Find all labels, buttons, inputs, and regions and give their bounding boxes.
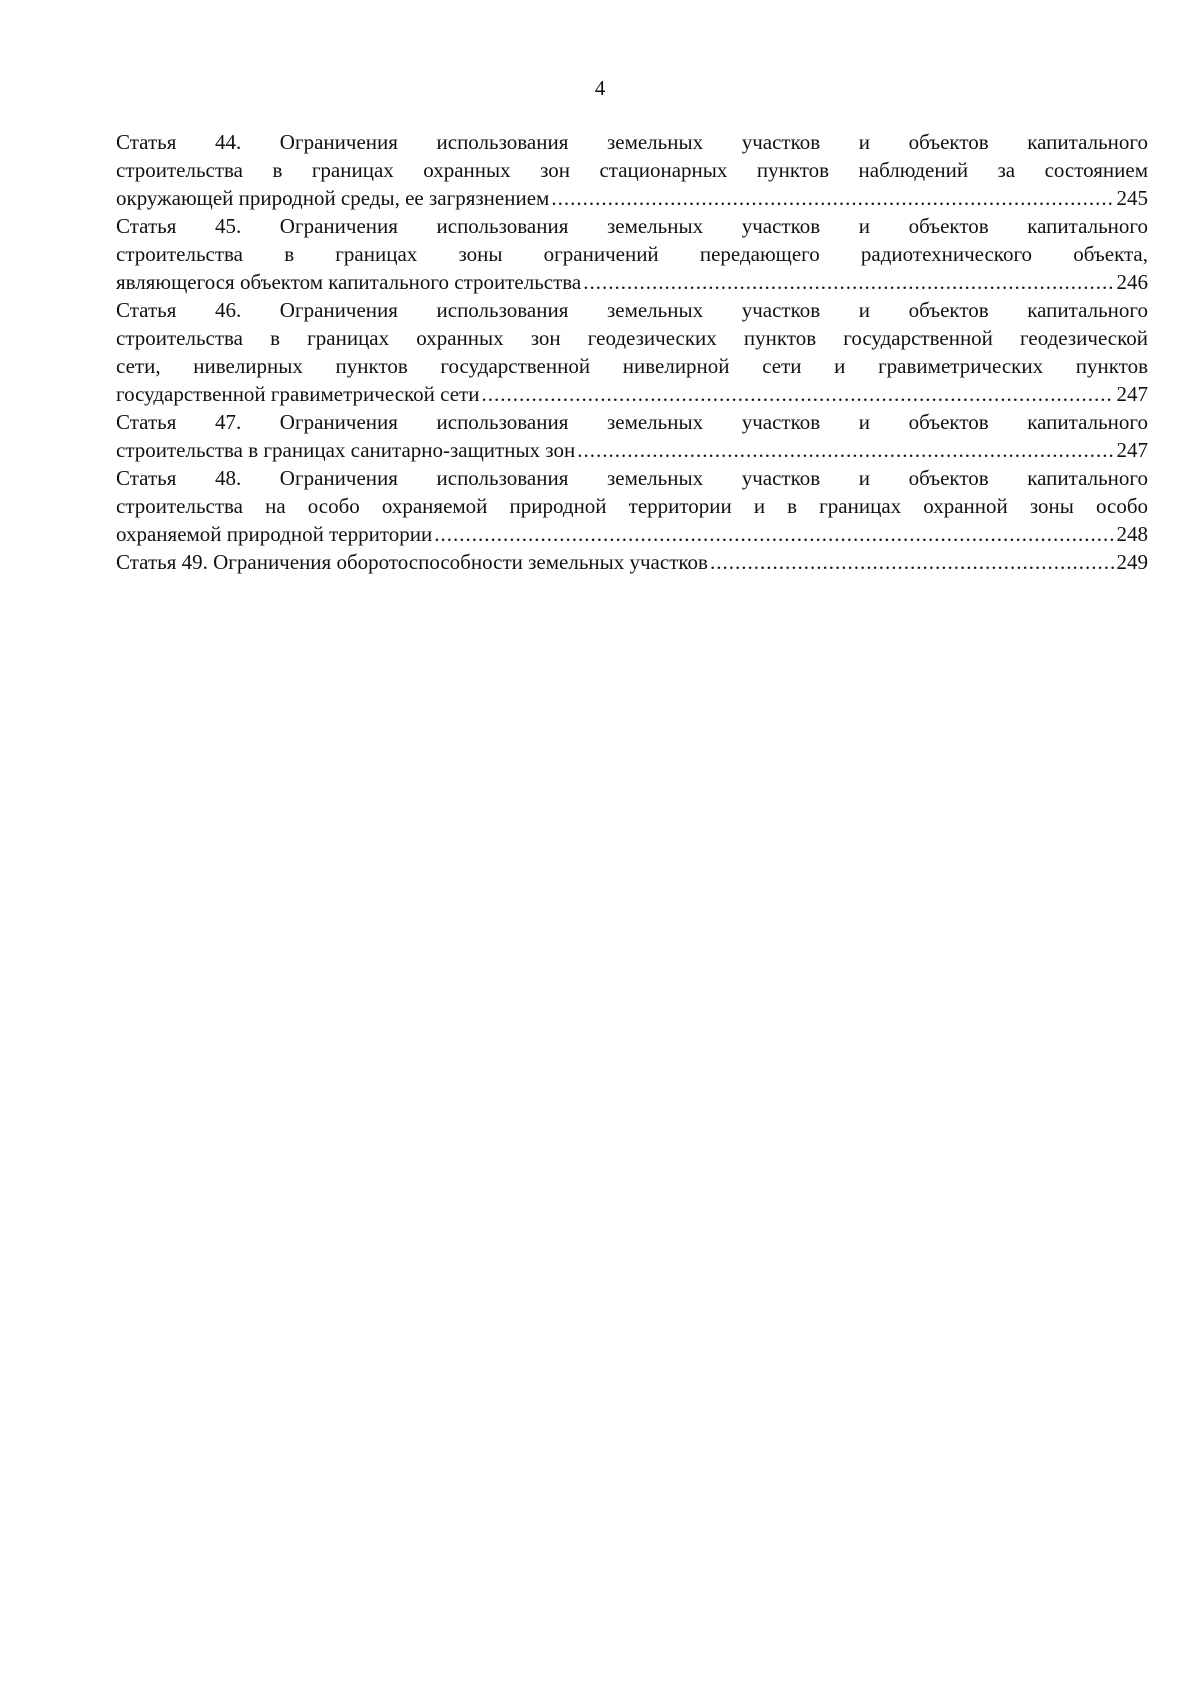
toc-entry-article-46[interactable] [116,296,1148,408]
toc-entry-line: Статья 47. Ограничения использования земельных участков и объектов капитального [116,410,1148,434]
table-of-contents [116,128,1148,576]
toc-entry-line: охраняемой природной территории [116,522,433,546]
toc-entry-article-48[interactable] [116,464,1148,548]
toc-entry-line: Статья 45. Ограничения использования земельных участков и объектов капитального [116,214,1148,238]
toc-entry-line: строительства на особо охраняемой природной территории и в границах охранной зоны особо [116,494,1148,518]
toc-entry-line: Статья 49. Ограничения оборотоспособности земельных участков [116,550,708,574]
toc-entry-line: Статья 46. Ограничения использования земельных участков и объектов капитального [116,298,1148,322]
toc-entry-line: сети, нивелирных пунктов государственной нивелирной сети и гравиметрических пунктов [116,354,1148,378]
dot-leader [481,380,1113,408]
toc-entry-line: Статья 48. Ограничения использования земельных участков и объектов капитального [116,466,1148,490]
toc-entry-line: государственной гравиметрической сети [116,382,480,406]
toc-entry-line: являющегося объектом капитального строительства [116,270,582,294]
dot-leader [710,548,1114,576]
dot-leader [434,520,1113,548]
dot-leader [551,184,1113,212]
toc-page-number: 249 [1116,550,1148,574]
toc-entry-article-44[interactable] [116,128,1148,212]
toc-entry-article-49[interactable] [116,548,1148,576]
toc-page-number: 248 [1116,522,1148,546]
toc-entry-line: строительства в границах охранных зон геодезических пунктов государственной геодезической [116,326,1148,350]
toc-entry-line: строительства в границах зоны ограничений передающего радиотехнического объекта, [116,242,1148,266]
toc-page-number: 245 [1116,186,1148,210]
toc-entry-article-47[interactable] [116,408,1148,464]
toc-entry-article-45[interactable] [116,212,1148,296]
dot-leader [583,268,1113,296]
dot-leader [577,436,1113,464]
page-number: 4 [594,76,606,100]
toc-entry-line: Статья 44. Ограничения использования земельных участков и объектов капитального [116,130,1148,154]
toc-entry-line: строительства в границах санитарно-защитных зон [116,438,576,462]
toc-entry-line: окружающей природной среды, ее загрязнением [116,186,550,210]
toc-page-number: 246 [1116,270,1148,294]
toc-entry-line: строительства в границах охранных зон стационарных пунктов наблюдений за состоянием [116,158,1148,182]
toc-page-number: 247 [1116,438,1148,462]
toc-page-number: 247 [1116,382,1148,406]
